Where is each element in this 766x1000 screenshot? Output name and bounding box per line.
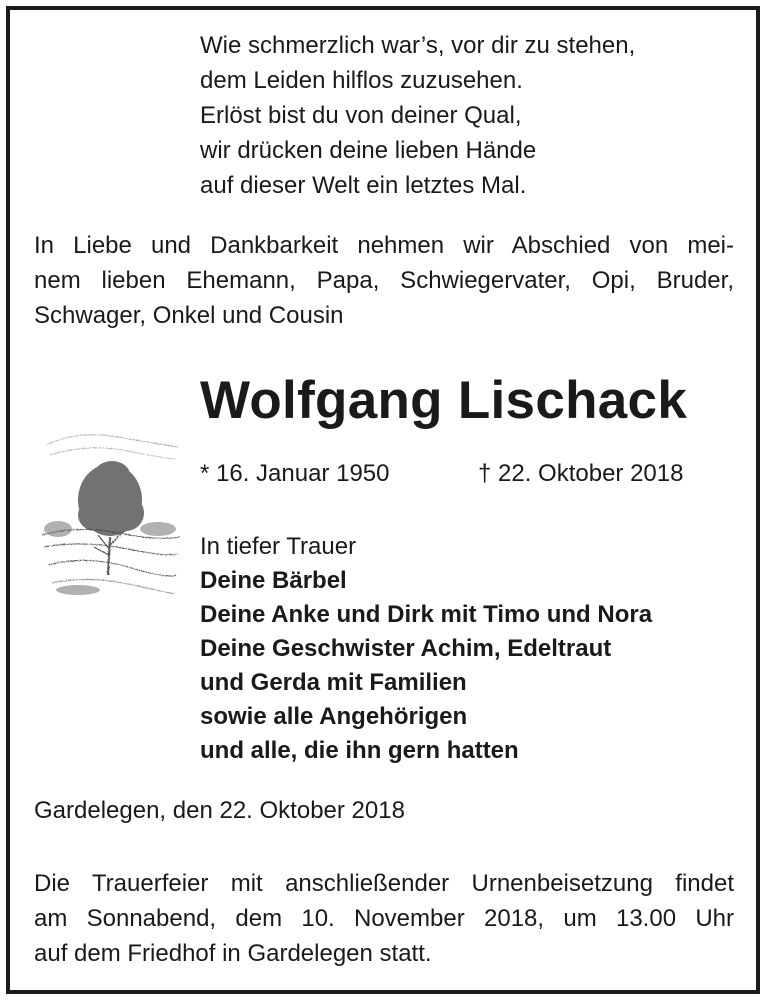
service-line: am Sonnabend, dem 10. November 2018, um 13.00 Uhr — [34, 905, 734, 932]
mourners-list — [200, 530, 652, 768]
tree-landscape-sketch-icon — [38, 425, 183, 605]
service-line: Die Trauerfeier mit anschließender Urnenbeisetzung findet — [34, 870, 734, 897]
place-date: Gardelegen, den 22. Oktober 2018 — [34, 797, 405, 824]
mourner-line: Deine Anke und Dirk mit Timo und Nora — [200, 601, 653, 628]
funeral-service-info — [34, 866, 734, 971]
birth-date: * 16. Januar 1950 — [200, 460, 390, 487]
intro-line: nem lieben Ehemann, Papa, Schwiegervater, Opi, Bruder, — [34, 267, 734, 294]
mourner-line: Deine Bärbel — [200, 567, 347, 594]
death-date: † 22. Oktober 2018 — [478, 460, 684, 487]
poem-line: wir drücken deine lieben Hände — [200, 137, 537, 164]
mourner-line: und Gerda mit Familien — [200, 669, 467, 696]
service-line: auf dem Friedhof in Gardelegen statt. — [34, 940, 432, 967]
mourner-line: und alle, die ihn gern hatten — [200, 737, 519, 764]
intro-text — [34, 228, 734, 333]
intro-line: Schwager, Onkel und Cousin — [34, 302, 344, 329]
intro-line: In Liebe und Dankbarkeit nehmen wir Abschied von mei- — [34, 232, 734, 259]
deceased-name: Wolfgang Lischack — [200, 371, 688, 430]
mourners-heading: In tiefer Trauer — [200, 533, 357, 560]
poem-line: Wie schmerzlich war’s, vor dir zu stehen, — [200, 32, 636, 59]
mourner-line: sowie alle Angehörigen — [200, 703, 468, 730]
poem-line: auf dieser Welt ein letztes Mal. — [200, 172, 527, 199]
poem-line: dem Leiden hilflos zuzusehen. — [200, 67, 523, 94]
poem-line: Erlöst bist du von deiner Qual, — [200, 102, 522, 129]
mourner-line: Deine Geschwister Achim, Edeltraut — [200, 635, 612, 662]
poem — [200, 28, 635, 203]
